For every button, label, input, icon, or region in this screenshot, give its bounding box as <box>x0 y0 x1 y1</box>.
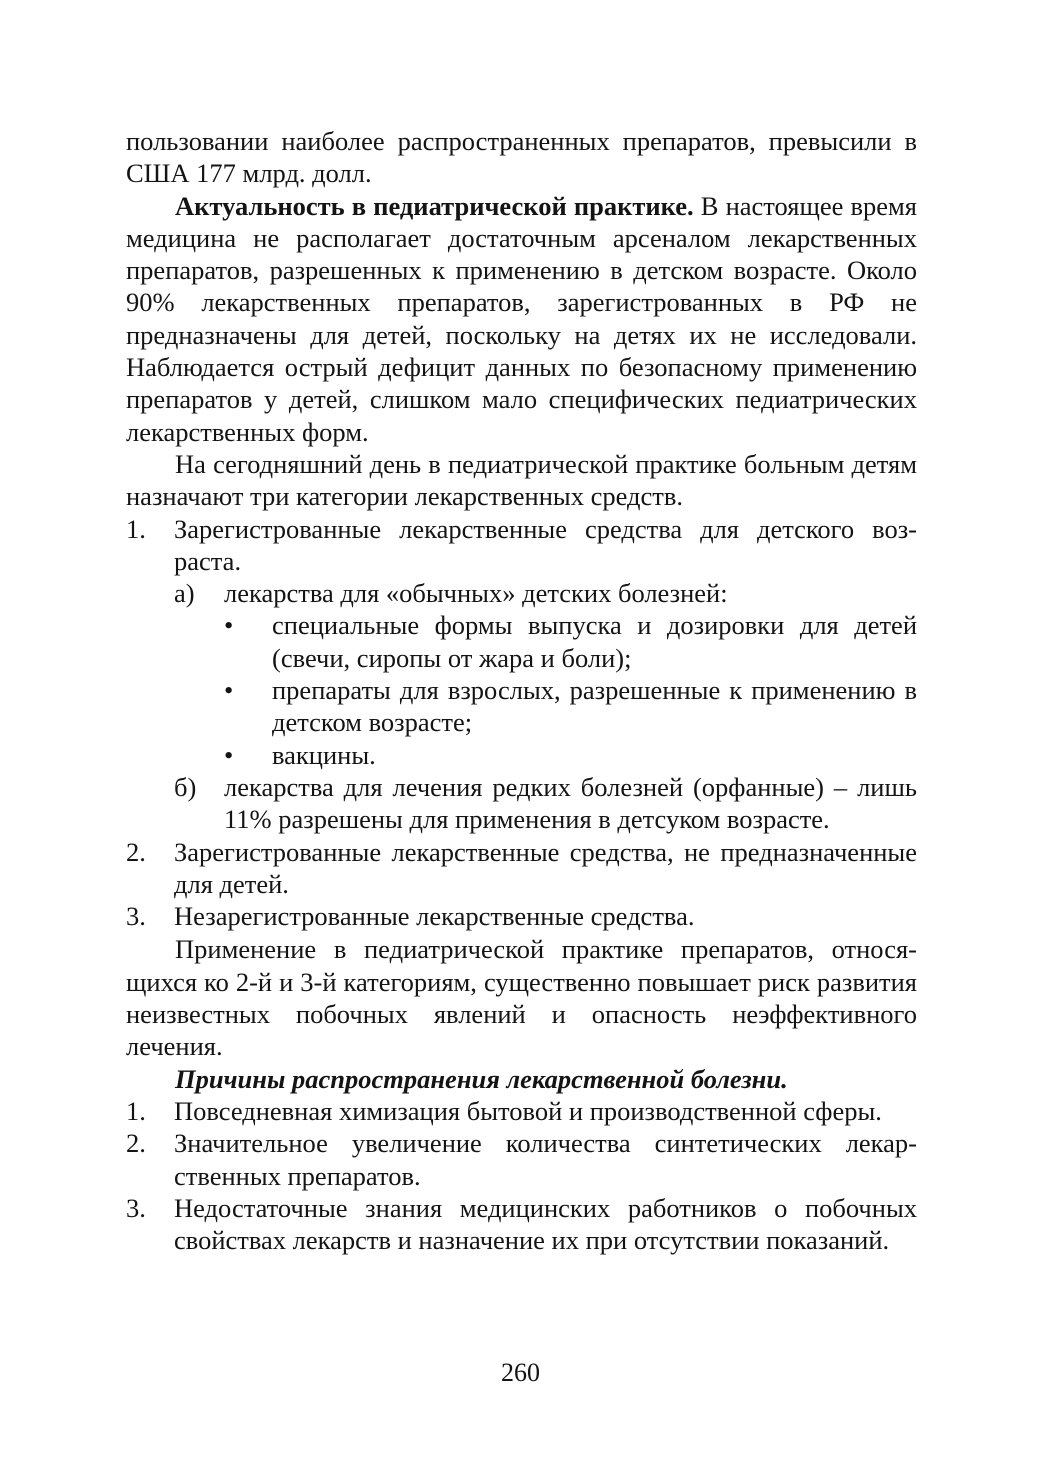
relevance-paragraph <box>126 190 917 448</box>
list-item-text: Незарегистрованные лекарственные средства. <box>174 901 695 932</box>
subcategory-item-a <box>126 577 917 609</box>
risk-paragraph: Применение в педиатрической практике препаратов, относящихся ко 2-й и 3-й категориям, существенно повышает риск развития неизвестных побочных явлений и опасность неэффективного лечения. <box>126 934 917 1062</box>
list-marker: 2. <box>126 1128 146 1159</box>
cause-item-3 <box>126 1192 917 1257</box>
category-item-1 <box>126 513 917 578</box>
document-page <box>126 125 917 1256</box>
categories-intro-paragraph: На сегодняшний день в педиатрической практике больным детям назначают три категории лекарственных средств. <box>126 448 917 512</box>
cause-item-2 <box>126 1127 917 1192</box>
list-item-text: вакцины. <box>272 739 376 770</box>
category-item-2 <box>126 836 917 901</box>
causes-heading: Причины распространения лекарственной болезни. <box>175 1063 788 1094</box>
bullet-item-2 <box>126 674 917 739</box>
list-item-text: препараты для взрослых, разрешенные к применению в детском возрасте; <box>272 675 917 738</box>
category-item-3 <box>126 900 917 932</box>
list-marker: б) <box>174 771 197 802</box>
bullet-marker: • <box>224 675 234 706</box>
list-item-text: Зарегистрованные лекарственные средства, не предназначенные для детей. <box>174 836 917 899</box>
list-marker: 2. <box>126 836 146 867</box>
list-item-text: Значительное увеличение количества синтетических лекарственных препаратов. <box>174 1128 917 1191</box>
bullet-marker: • <box>224 739 234 770</box>
list-item-text: Повседневная химизация бытовой и производственной сферы. <box>174 1095 882 1126</box>
relevance-heading: Актуальность в педиатрической практике. <box>175 190 694 221</box>
bullet-item-3 <box>126 739 917 771</box>
page-number: 260 <box>501 1358 540 1387</box>
list-marker: 1. <box>126 513 146 544</box>
intro-paragraph: пользовании наиболее распространенных препаратов, превысили в США 177 млрд. долл. <box>126 126 917 189</box>
list-item-text: лекарства для «обычных» детских болезней: <box>224 578 728 609</box>
relevance-text: В настоящее время медицина не располагает достаточным арсеналом лекарственных препаратов, разрешенных к применению в детском возрасте. Около 90% лекарственных препаратов, зарегистрованных в РФ не предназначены для детей, поскольку на детях их не исследовали. Наблюдается острый дефицит данных по безопасному применению препаратов у детей, слишком мало специфических педиатрических лекарственных форм. <box>126 190 917 447</box>
list-marker: 1. <box>126 1095 146 1126</box>
list-item-text: Недостаточные знания медицинских работников о побочных свойствах лекарств и назначение их при отсутствии показаний. <box>174 1192 917 1256</box>
list-marker: 3. <box>126 1192 146 1223</box>
bullet-item-1 <box>126 609 917 674</box>
bullet-marker: • <box>224 610 234 641</box>
list-item-text: Зарегистрованные лекарственные средства для детского возраста. <box>174 513 917 576</box>
subcategory-item-b <box>126 771 917 836</box>
list-marker: а) <box>174 578 195 609</box>
list-item-text: специальные формы выпуска и дозировки для детей (свечи, сиропы от жара и боли); <box>272 610 917 673</box>
cause-item-1 <box>126 1095 917 1127</box>
list-item-text: лекарства для лечения редких болезней (орфанные) – лишь 11% разрешены для применения в детсуком возрасте. <box>224 771 917 835</box>
list-marker: 3. <box>126 901 146 932</box>
